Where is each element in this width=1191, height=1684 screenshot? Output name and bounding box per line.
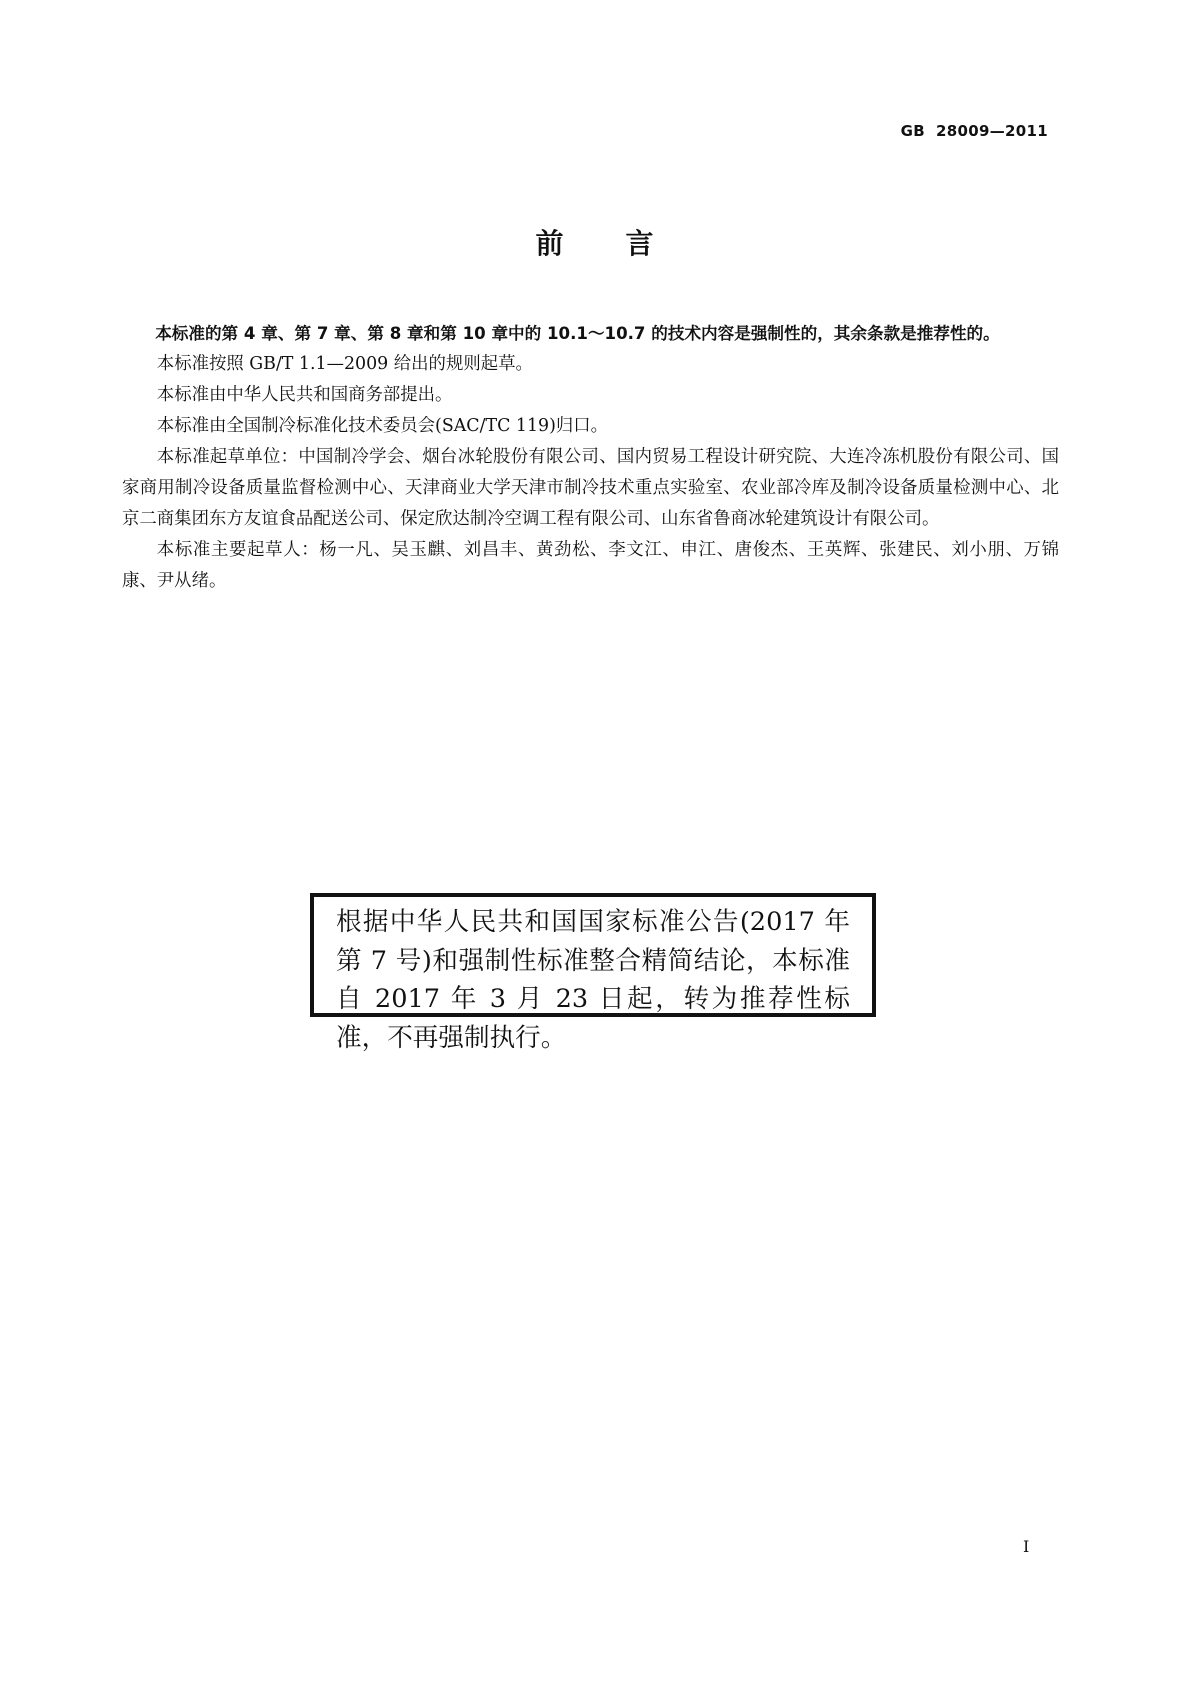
- notice-box: [310, 893, 876, 1053]
- notice-text: 根据中华人民共和国国家标准公告(2017 年第 7 号)和强制性标准整合精简结论，本标准自 2017 年 3 月 23 日起，转为推荐性标准，不再强制执行。: [336, 907, 850, 1053]
- drafting-units-paragraph: 本标准起草单位：中国制冷学会、烟台冰轮股份有限公司、国内贸易工程设计研究院、大连冷冻机股份有限公司、国家商用制冷设备质量监督检测中心、天津商业大学天津市制冷技术重点实验室、农业部冷库及制冷设备质量检测中心、北京二商集团东方友谊食品配送公司、保定欣达制冷空调工程有限公司、山东省鲁商冰轮建筑设计有限公司。: [122, 447, 1059, 529]
- standard-number: GB 28009—2011: [900, 122, 1048, 140]
- page-title: 前 言: [535, 227, 656, 260]
- centralized-by-paragraph: 本标准由全国制冷标准化技术委员会(SAC/TC 119)归口。: [156, 416, 609, 436]
- foreword-body: [122, 318, 1059, 597]
- drafters-paragraph: 本标准主要起草人：杨一凡、吴玉麒、刘昌丰、黄劲松、李文江、申江、唐俊杰、王英辉、张建民、刘小朋、万锦康、尹从绪。: [122, 540, 1059, 591]
- drafting-rules-paragraph: 本标准按照 GB/T 1.1—2009 给出的规则起草。: [156, 354, 533, 374]
- proposer-paragraph: 本标准由中华人民共和国商务部提出。: [156, 385, 453, 405]
- page-number: I: [1023, 1537, 1030, 1556]
- mandatory-clause-paragraph: 本标准的第 4 章、第 7 章、第 8 章和第 10 章中的 10.1～10.7 的技术内容是强制性的，其余条款是推荐性的。: [155, 324, 1000, 343]
